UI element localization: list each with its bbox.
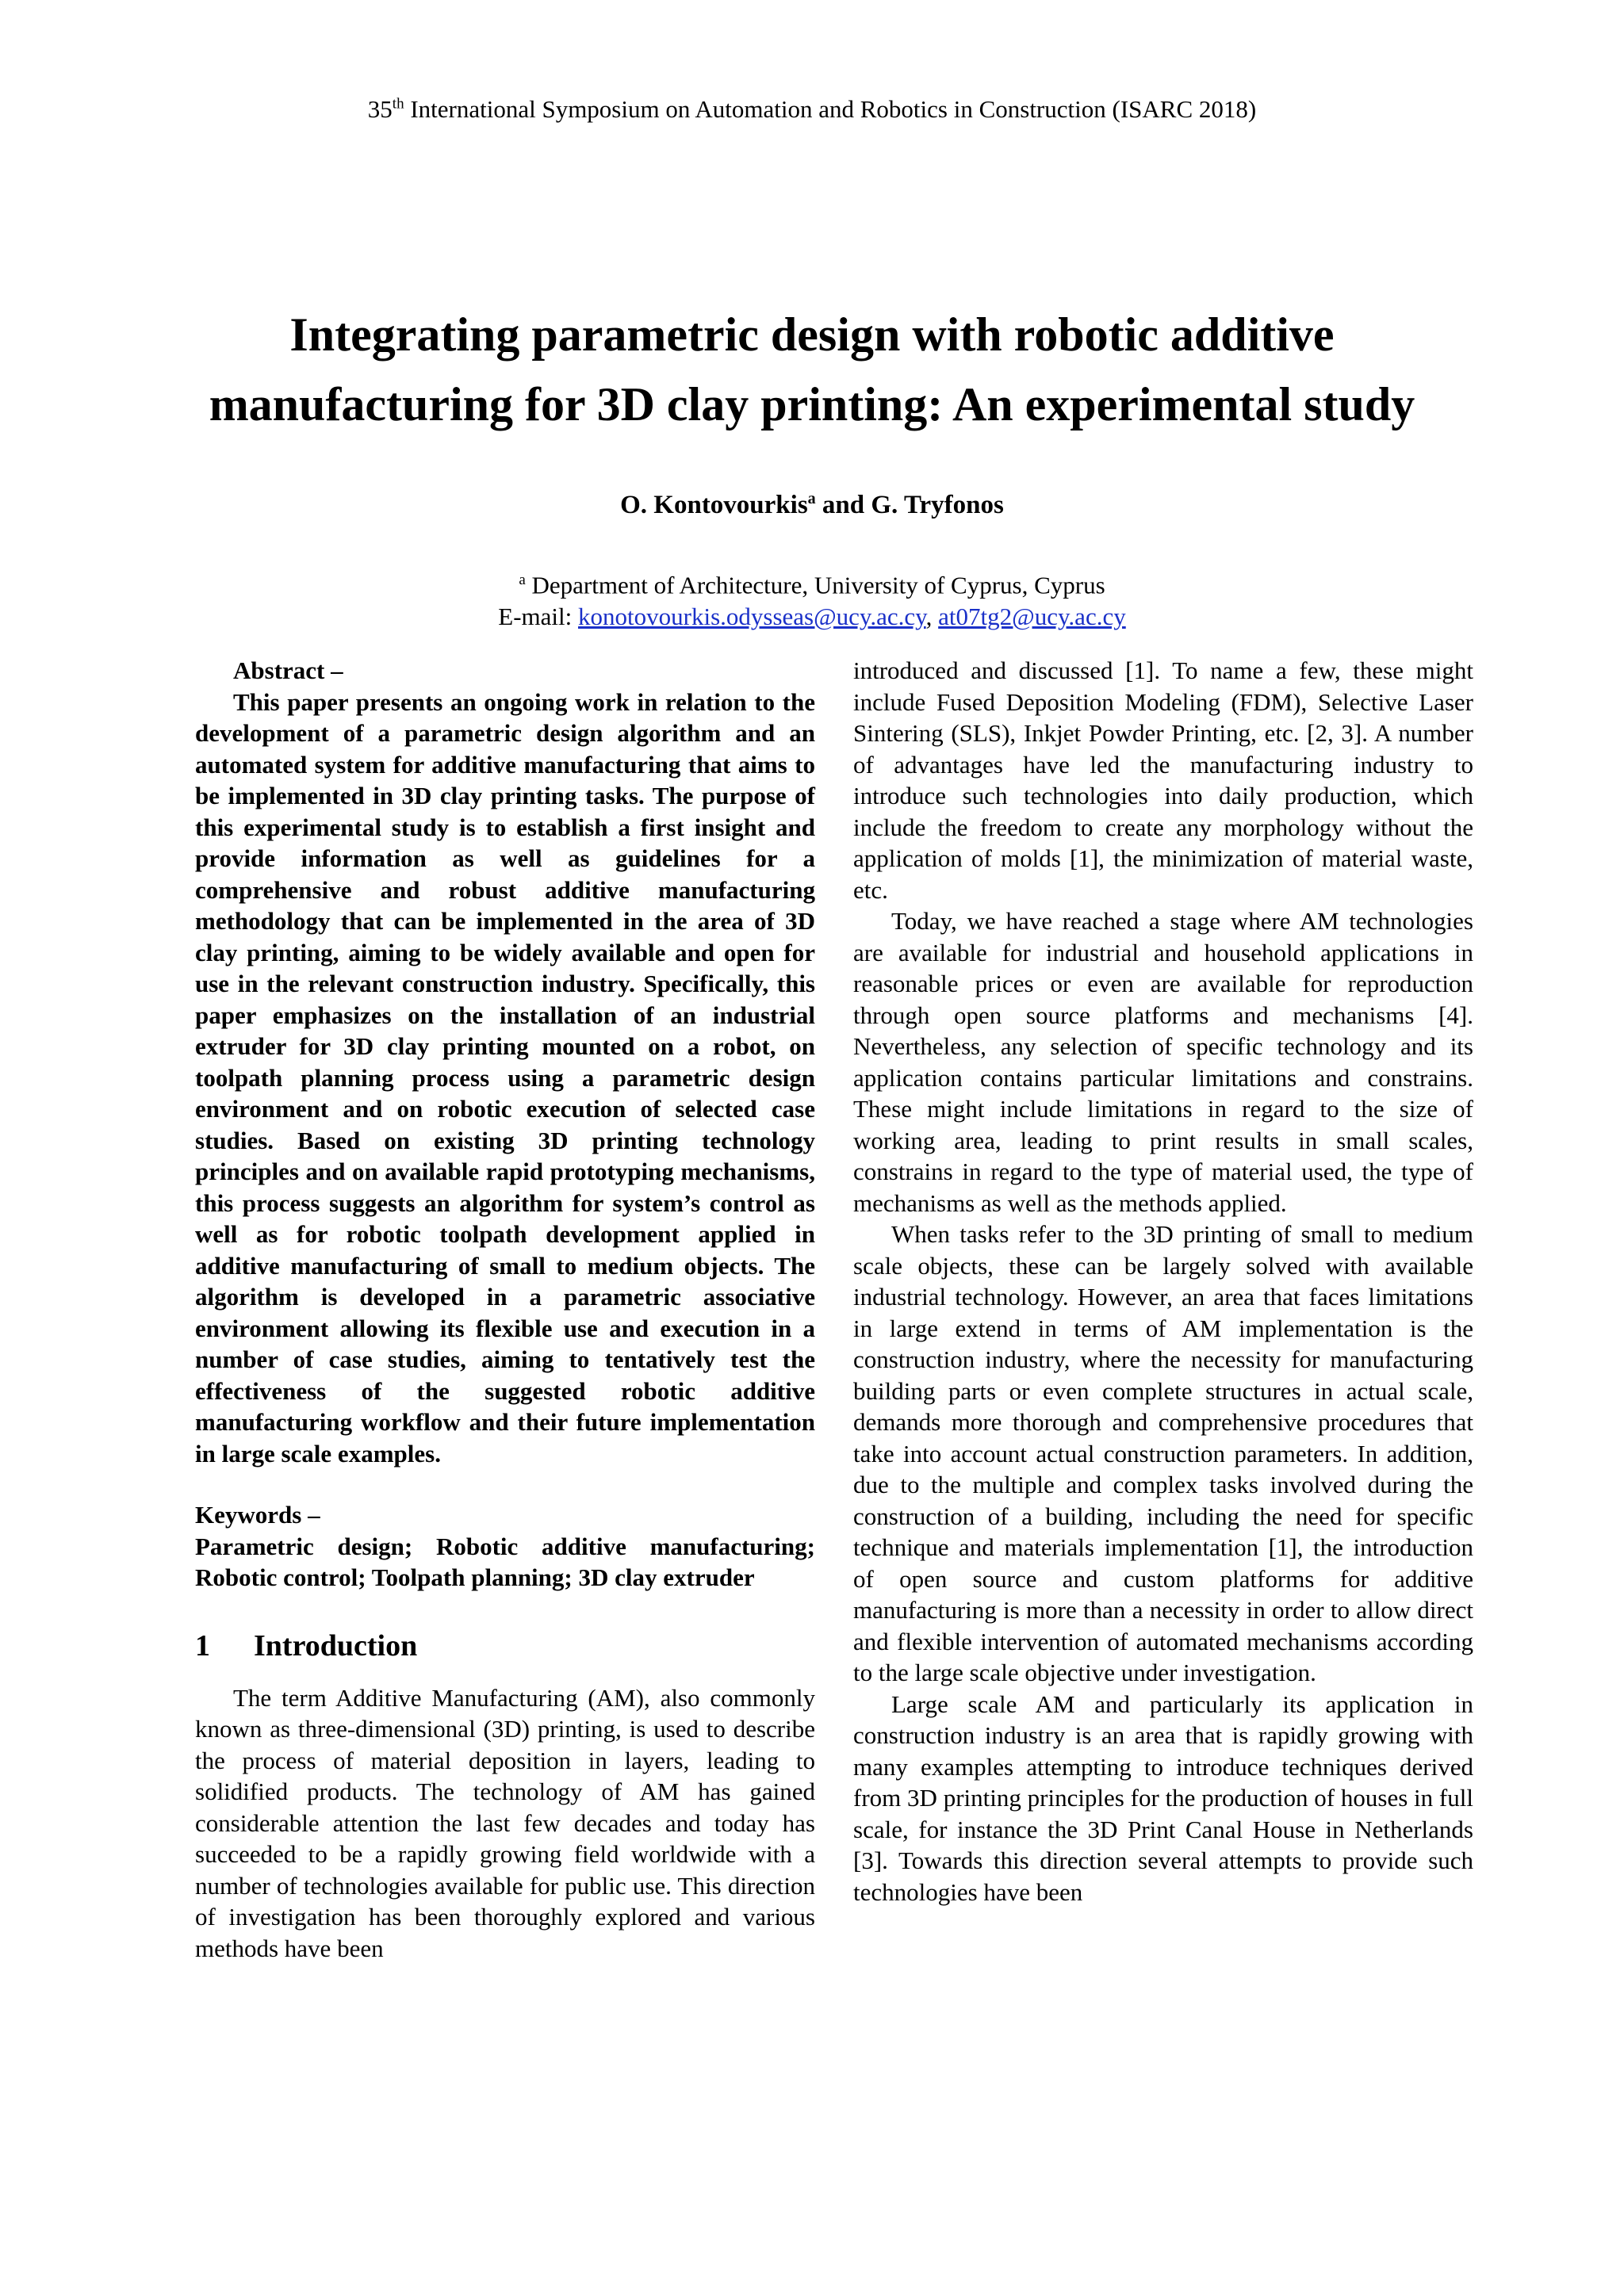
author-2: G. Tryfonos bbox=[871, 491, 1004, 519]
header-text-rest: International Symposium on Automation and Robotics in Construction (ISARC 2018) bbox=[404, 95, 1257, 123]
title-line-2: manufacturing for 3D clay printing: An experimental study bbox=[209, 378, 1415, 430]
affiliation-text: Department of Architecture, University of Cyprus, Cyprus bbox=[525, 571, 1105, 599]
affiliation-line bbox=[0, 564, 1624, 601]
title-line-1: Integrating parametric design with robotic additive bbox=[289, 308, 1335, 361]
left-column bbox=[195, 655, 815, 1964]
header-text: 35 bbox=[367, 95, 393, 123]
email-label: E-mail: bbox=[498, 603, 579, 631]
email-separator: , bbox=[925, 603, 939, 631]
abstract-heading: Abstract – bbox=[233, 656, 343, 684]
paper-title bbox=[127, 300, 1497, 439]
keywords-text: Parametric design; Robotic additive manufacturing; Robotic control; Toolpath planning; 3D clay extruder bbox=[195, 1532, 815, 1591]
author-1-affiliation-mark: a bbox=[807, 490, 816, 507]
conference-header bbox=[0, 95, 1624, 124]
section-number: 1 bbox=[195, 1628, 210, 1663]
affiliation-block bbox=[0, 564, 1624, 633]
header-superscript: th bbox=[392, 95, 404, 113]
email-link-2[interactable]: at07tg2@ucy.ac.cy bbox=[938, 603, 1126, 631]
affiliation-mark: a bbox=[519, 572, 526, 588]
abstract-text: This paper presents an ongoing work in relation to the development of a parametric design algorithm and an automated system for additive manufacturing that aims to be implemented in 3D clay printing tasks. The purpose of this experimental study is to establish a first insight and provide information as well as guidelines for a comprehensive and robust additive manufacturing methodology that can be implemented in the area of 3D clay printing, aiming to be widely available and open for use in the relevant construction industry. Specifically, this paper emphasizes on the installation of an industrial extruder for 3D clay printing mounted on a robot, on toolpath planning process using a parametric design environment and on robotic execution of selected case studies. Based on existing 3D printing technology principles and on available rapid prototyping mechanisms, this process suggests an algorithm for system’s control as well as for robotic toolpath development applied in additive manufacturing of small to medium objects. The algorithm is developed in a parametric associative environment allowing its flexible use and execution in a number of case studies, aiming to tentatively test the effectiveness of the suggested robotic additive manufacturing workflow and their future implementation in large scale examples. bbox=[195, 687, 815, 1468]
right-paragraph-1: introduced and discussed [1]. To name a few, these might include Fused Deposition Modeling (FDM), Selective Laser Sintering (SLS), Inkjet Powder Printing, etc. [2, 3]. A number of advantages have led the manufacturing industry to introduce such technologies into daily production, which include the freedom to create any morphology without the application of molds [1], the minimization of material waste, etc. bbox=[853, 656, 1473, 904]
author-1: O. Kontovourkis bbox=[620, 491, 808, 519]
section-heading-introduction bbox=[195, 1627, 815, 1665]
keywords-heading: Keywords – bbox=[195, 1501, 320, 1529]
section-title: Introduction bbox=[254, 1628, 418, 1663]
right-column bbox=[853, 655, 1473, 1908]
email-line bbox=[0, 601, 1624, 633]
author-list bbox=[0, 490, 1624, 520]
right-paragraph-3: When tasks refer to the 3D printing of small to medium scale objects, these can be largely solved with available industrial technology. However, an area that faces limitations in large extend in terms of AM implementation is the construction industry, where the necessity for manufacturing building parts or even complete structures in actual scale, demands more thorough and comprehensive procedures that take into account actual construction parameters. In addition, due to the multiple and complex tasks involved during the construction of a building, including the need for specific technique and materials implementation [1], the introduction of open source and custom platforms for additive manufacturing is more than a necessity in order to allow direct and flexible intervention of automated mechanisms according to the large scale objective under investigation. bbox=[853, 1220, 1473, 1686]
email-link-1[interactable]: konotovourkis.odysseas@ucy.ac.cy bbox=[578, 603, 926, 631]
right-paragraph-2: Today, we have reached a stage where AM technologies are available for industrial and household applications in reasonable prices or even are available for reproduction through open source platforms and mechanisms [4]. Nevertheless, any selection of specific technology and its application contains particular limitations and constrains. These might include limitations in regard to the size of working area, leading to print results in small scales, constrains in regard to the type of material used, the type of mechanisms as well as the methods applied. bbox=[853, 907, 1473, 1217]
intro-paragraph-1: The term Additive Manufacturing (AM), also commonly known as three-dimensional (3D) printing, is used to describe the process of material deposition in layers, leading to solidified products. The technology of AM has gained considerable attention the last few decades and today has succeeded to be a rapidly growing field worldwide with a number of technologies available for public use. This direction of investigation has been thoroughly explored and various methods have been bbox=[195, 1683, 815, 1962]
author-conjunction: and bbox=[815, 491, 871, 519]
right-paragraph-4: Large scale AM and particularly its application in construction industry is an area that is rapidly growing with many examples attempting to introduce techniques derived from 3D printing principles for the production of houses in full scale, for instance the 3D Print Canal House in Netherlands [3]. Towards this direction several attempts to provide such technologies have been bbox=[853, 1689, 1473, 1906]
